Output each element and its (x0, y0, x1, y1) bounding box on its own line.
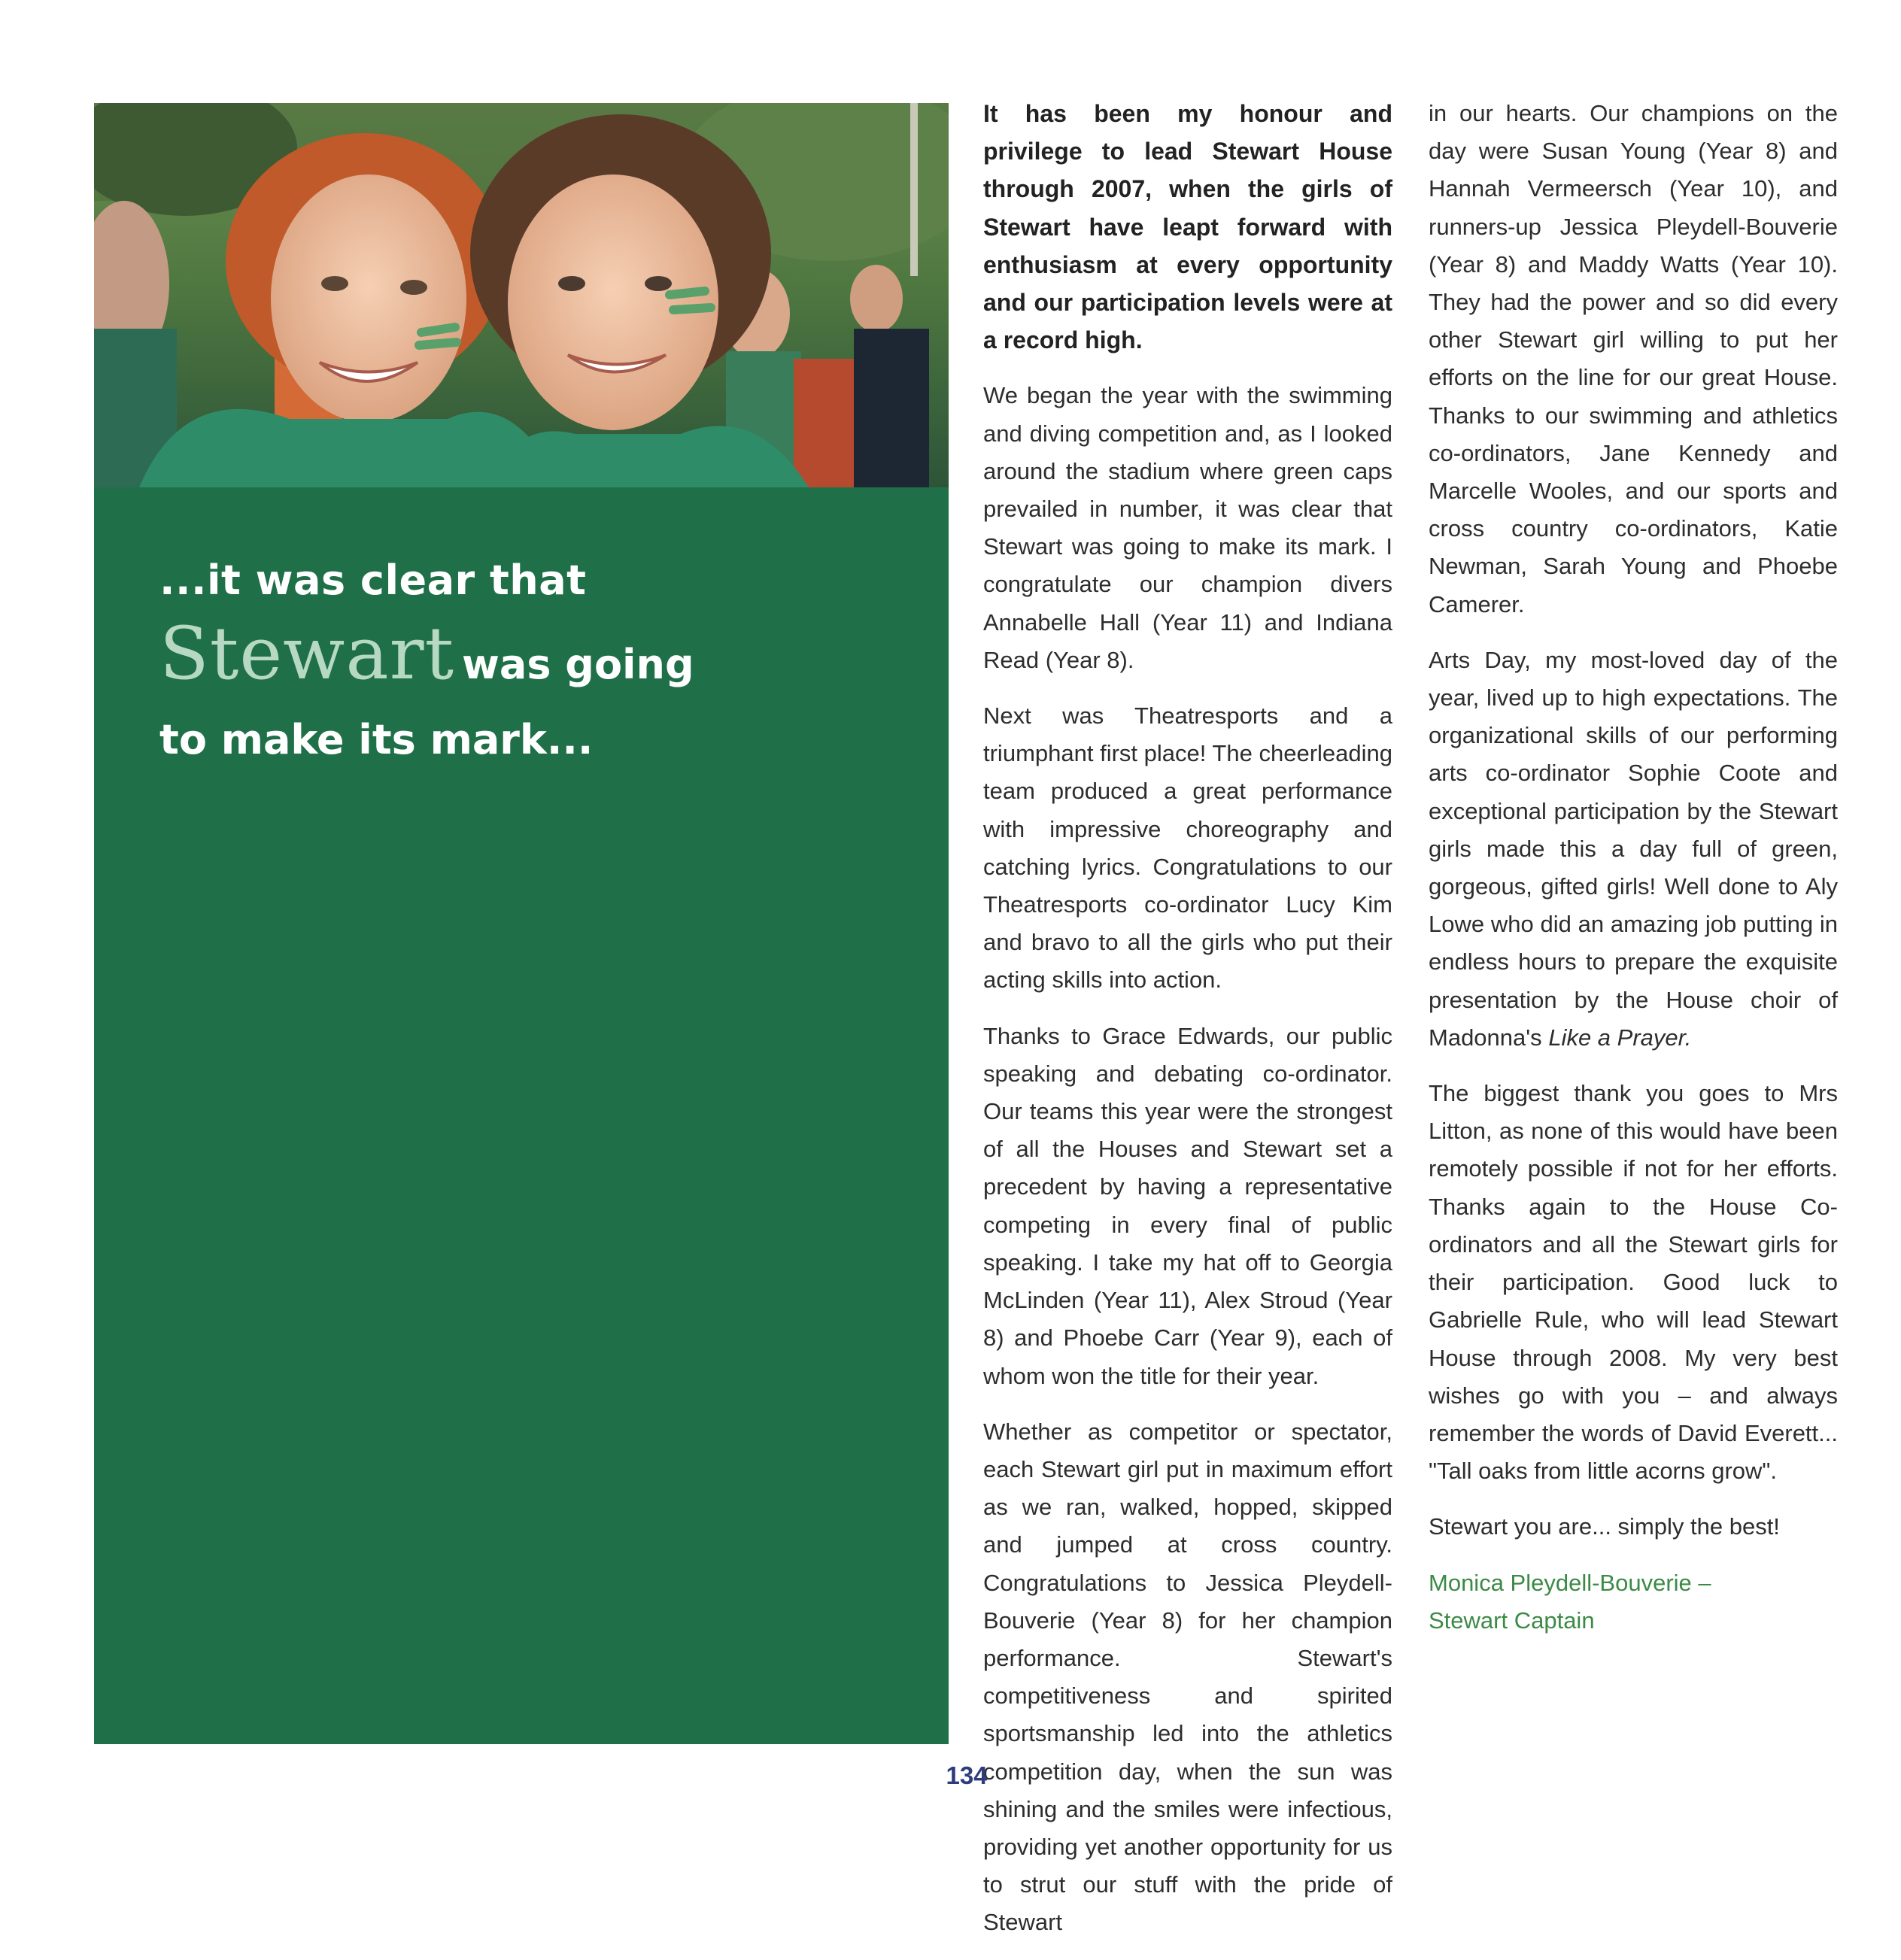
signature-name: Monica Pleydell-Bouverie – (1429, 1569, 1711, 1596)
intro-paragraph: It has been my honour and privilege to lead Stewart House through 2007, when the girls of Stewart have leapt forward with enthusiasm at every opportunity and our participation levels were at a record high. (983, 100, 1392, 354)
body-paragraph: We began the year with the swimming and diving competition and, as I looked around the stadium where green caps prevailed in number, it was clear that Stewart was going to make its mark. I congratulate our champion divers Annabelle Hall (Year 11) and Indiana Read (Year 8). (983, 382, 1392, 673)
closing-line: Stewart you are... simply the best! (1429, 1513, 1780, 1540)
song-title: Like a Prayer. (1548, 1024, 1692, 1051)
body-paragraph: Whether as competitor or spectator, each Stewart girl put in maximum effort as we ran, walked, hopped, skipped and jumped at cross country. Congratulations to Jessica Pleydell-Bouverie (Year 8) for her champion performance. Stewart's competitiveness and spirited sportsmanship led into the athletics competition day, when the sun was shining and the smiles were infectious, providing yet another opportunity for us to strut our stuff with the pride of Stewart (983, 1418, 1392, 1936)
body-paragraph (1429, 642, 1838, 1057)
pull-quote-line-3: to make its mark... (159, 716, 594, 763)
signature-title: Stewart Captain (1429, 1607, 1595, 1634)
pull-quote-highlight: Stewart (159, 611, 455, 696)
text-column-1 (983, 95, 1392, 1960)
signature (1429, 1564, 1838, 1640)
pull-quote-line-1: ...it was clear that (159, 557, 587, 604)
page-number: 134 (946, 1761, 988, 1789)
photo-two-girls (94, 103, 949, 487)
arts-day-text: Arts Day, my most-loved day of the year, lived up to high expectations. The organizational skills of our performing arts co-ordinator Sophie Coote and exceptional participation by the Stewart girls made this a day full of green, gorgeous, gifted girls! Well done to Aly Lowe who did an amazing job putting in endless hours to prepare the exquisite presentation by the House choir of Madonna's (1429, 646, 1838, 1051)
pull-quote (159, 557, 837, 763)
pull-quote-line-2-rest: was going (462, 641, 694, 688)
pull-quote-line-2 (159, 611, 837, 696)
body-paragraph: The biggest thank you goes to Mrs Litton, as none of this would have been remotely possible if not for her efforts. Thanks again to the House Co-ordinators and all the Stewart girls for their participation. Good luck to Gabrielle Rule, who will lead Stewart House through 2008. My very best wishes go with you – and always remember the words of David Everett... "Tall oaks from little acorns grow". (1429, 1080, 1838, 1485)
body-paragraph: Thanks to Grace Edwards, our public speaking and debating co-ordinator. Our teams this year were the strongest of all the Houses and Stewart set a precedent by having a representative competing in every final of public speaking. I take my hat off to Georgia McLinden (Year 11), Alex Stroud (Year 8) and Phoebe Carr (Year 9), each of whom won the title for their year. (983, 1022, 1392, 1389)
text-column-2 (1429, 95, 1838, 1658)
photo-illustration (94, 103, 949, 487)
body-paragraph: in our hearts. Our champions on the day were Susan Young (Year 8) and Hannah Vermeersch (Year 10), and runners-up Jessica Pleydell-Bouverie (Year 8) and Maddy Watts (Year 10). They had the power and so did every other Stewart girl willing to put her efforts on the line for our great House. Thanks to our swimming and athletics co-ordinators, Jane Kennedy and Marcelle Wooles, and our sports and cross country co-ordinators, Katie Newman, Sarah Young and Phoebe Camerer. (1429, 100, 1838, 617)
body-paragraph: Next was Theatresports and a triumphant first place! The cheerleading team produced a great performance with impressive choreography and catching lyrics. Congratulations to our Theatresports co-ordinator Lucy Kim and bravo to all the girls who put their acting skills into action. (983, 702, 1392, 994)
